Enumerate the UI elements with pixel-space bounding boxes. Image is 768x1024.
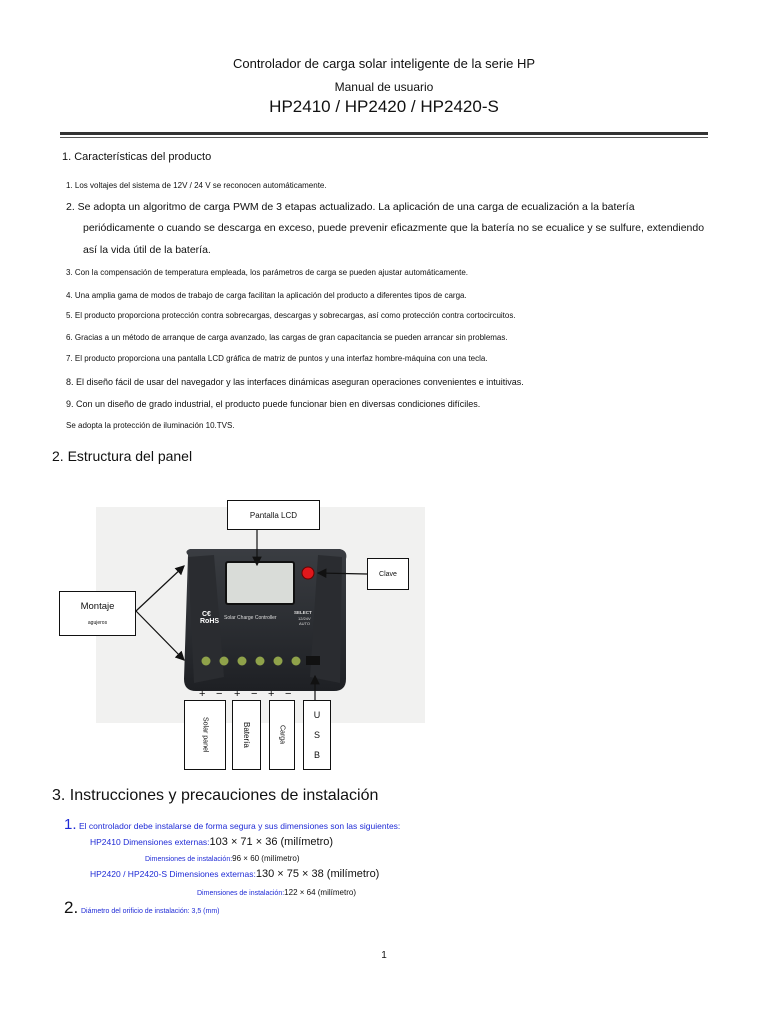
hp2410-inst-label: Dimensiones de instalación:: [145, 856, 233, 863]
auto-label: AUTO: [299, 621, 311, 626]
usb-letter-b: B: [313, 750, 320, 760]
section2-heading: 2. Estructura del panel: [52, 448, 193, 464]
minus-sign: −: [285, 688, 292, 700]
feature-item: 6. Gracias a un método de arranque de carga avanzado, las cargas de gran capacitancia se pueden arrancar sin problemas.: [66, 333, 508, 342]
battery-terminal-box: [232, 700, 261, 770]
plus-sign: +: [199, 688, 206, 700]
usb-letter-s: S: [313, 730, 320, 740]
install-item: El controlador debe instalarse de forma segura y sus dimensiones son las siguientes:: [79, 821, 401, 831]
hp2410-ext-value: 103 × 71 × 36 (milímetro): [209, 836, 334, 848]
ce-mark: C€: [202, 611, 211, 618]
hp2410-ext-line: [90, 836, 333, 848]
hp2420-inst-value: 122 × 64 (milímetro): [284, 888, 356, 897]
voltage-label: 12/24V: [298, 616, 311, 621]
load-terminal-box: [269, 700, 295, 770]
battery-label: Batería: [242, 722, 251, 748]
model-numbers: HP2410 / HP2420 / HP2420-S: [269, 97, 499, 116]
feature-item: 4. Una amplia gama de modos de trabajo de carga facilitan la aplicación del producto a diferentes tipos de carga.: [66, 291, 467, 300]
document-title: Controlador de carga solar inteligente de la serie HP: [232, 56, 536, 71]
usb-box: [303, 700, 331, 770]
feature-item: 9. Con un diseño de grado industrial, el producto puede funcionar bien en diversas condiciones difíciles.: [66, 399, 481, 409]
usb-letter-u: U: [313, 710, 321, 720]
feature-item: 8. El diseño fácil de usar del navegador y las interfaces dinámicas aseguran operaciones convenientes e intuitivas.: [66, 377, 524, 387]
feature-item-cont: periódicamente o cuando se descarga en exceso, puede prevenir eficazmente que la batería no se ecualice y se sulfure, extendiendo: [83, 222, 705, 234]
solar-terminal-box: [184, 700, 226, 770]
plus-sign: +: [234, 688, 241, 700]
section3-heading: 3. Instrucciones y precauciones de instalación: [52, 787, 379, 804]
minus-sign: −: [251, 688, 258, 700]
rohs-mark: RoHS: [200, 618, 220, 625]
document-subtitle: Manual de usuario: [334, 80, 434, 94]
lcd-callout: Pantalla LCD: [227, 500, 320, 530]
hp2410-inst-line: [145, 854, 300, 863]
mount-callout: [59, 591, 136, 636]
select-label: SELECT: [294, 610, 312, 615]
plus-sign: +: [268, 688, 275, 700]
device-name: Solar Charge Controller: [224, 615, 277, 621]
feature-item: 3. Con la compensación de temperatura empleada, los parámetros de carga se pueden ajustar automáticamente.: [66, 268, 469, 277]
hp2410-inst-value: 96 × 60 (milímetro): [232, 854, 300, 863]
list-number: 1.: [64, 816, 77, 833]
hp2420-ext-line: [90, 868, 379, 880]
hp2420-inst-line: [197, 888, 356, 897]
hp2420-inst-label: Dimensiones de instalación:: [197, 890, 285, 897]
install-item: Diámetro del orificio de instalación: 3,5 (mm): [81, 908, 220, 915]
mount-sublabel: agujeros: [87, 620, 108, 626]
feature-item: 5. El producto proporciona protección contra sobrecargas, descargas y sobrecargas, así como protección contra cortocircuitos.: [66, 311, 516, 320]
mount-label: Montaje: [80, 601, 115, 612]
list-number: 2.: [64, 898, 79, 917]
hp2410-ext-label: HP2410 Dimensiones externas:: [90, 837, 210, 847]
feature-item: Se adopta la protección de iluminación 10.TVS.: [66, 421, 235, 430]
key-callout: Clave: [367, 558, 409, 590]
solar-label: Solar panel: [201, 717, 209, 753]
hp2420-ext-value: 130 × 75 × 38 (milímetro): [255, 868, 380, 880]
feature-item: 2. Se adopta un algoritmo de carga PWM de 3 etapas actualizado. La aplicación de una carga de ecualización a la batería: [66, 201, 635, 213]
hp2420-ext-label: HP2420 / HP2420-S Dimensiones externas:: [90, 869, 256, 879]
section1-heading: 1. Características del producto: [62, 151, 212, 163]
minus-sign: −: [216, 688, 223, 700]
page-number: 1: [381, 950, 387, 961]
feature-item-cont: así la vida útil de la batería.: [83, 244, 211, 256]
load-label: Carga: [278, 725, 286, 745]
feature-item: 1. Los voltajes del sistema de 12V / 24 V se reconocen automáticamente.: [66, 181, 327, 190]
feature-item: 7. El producto proporciona una pantalla LCD gráfica de matriz de puntos y una interfaz hombre-máquina con una tecla.: [66, 354, 488, 363]
